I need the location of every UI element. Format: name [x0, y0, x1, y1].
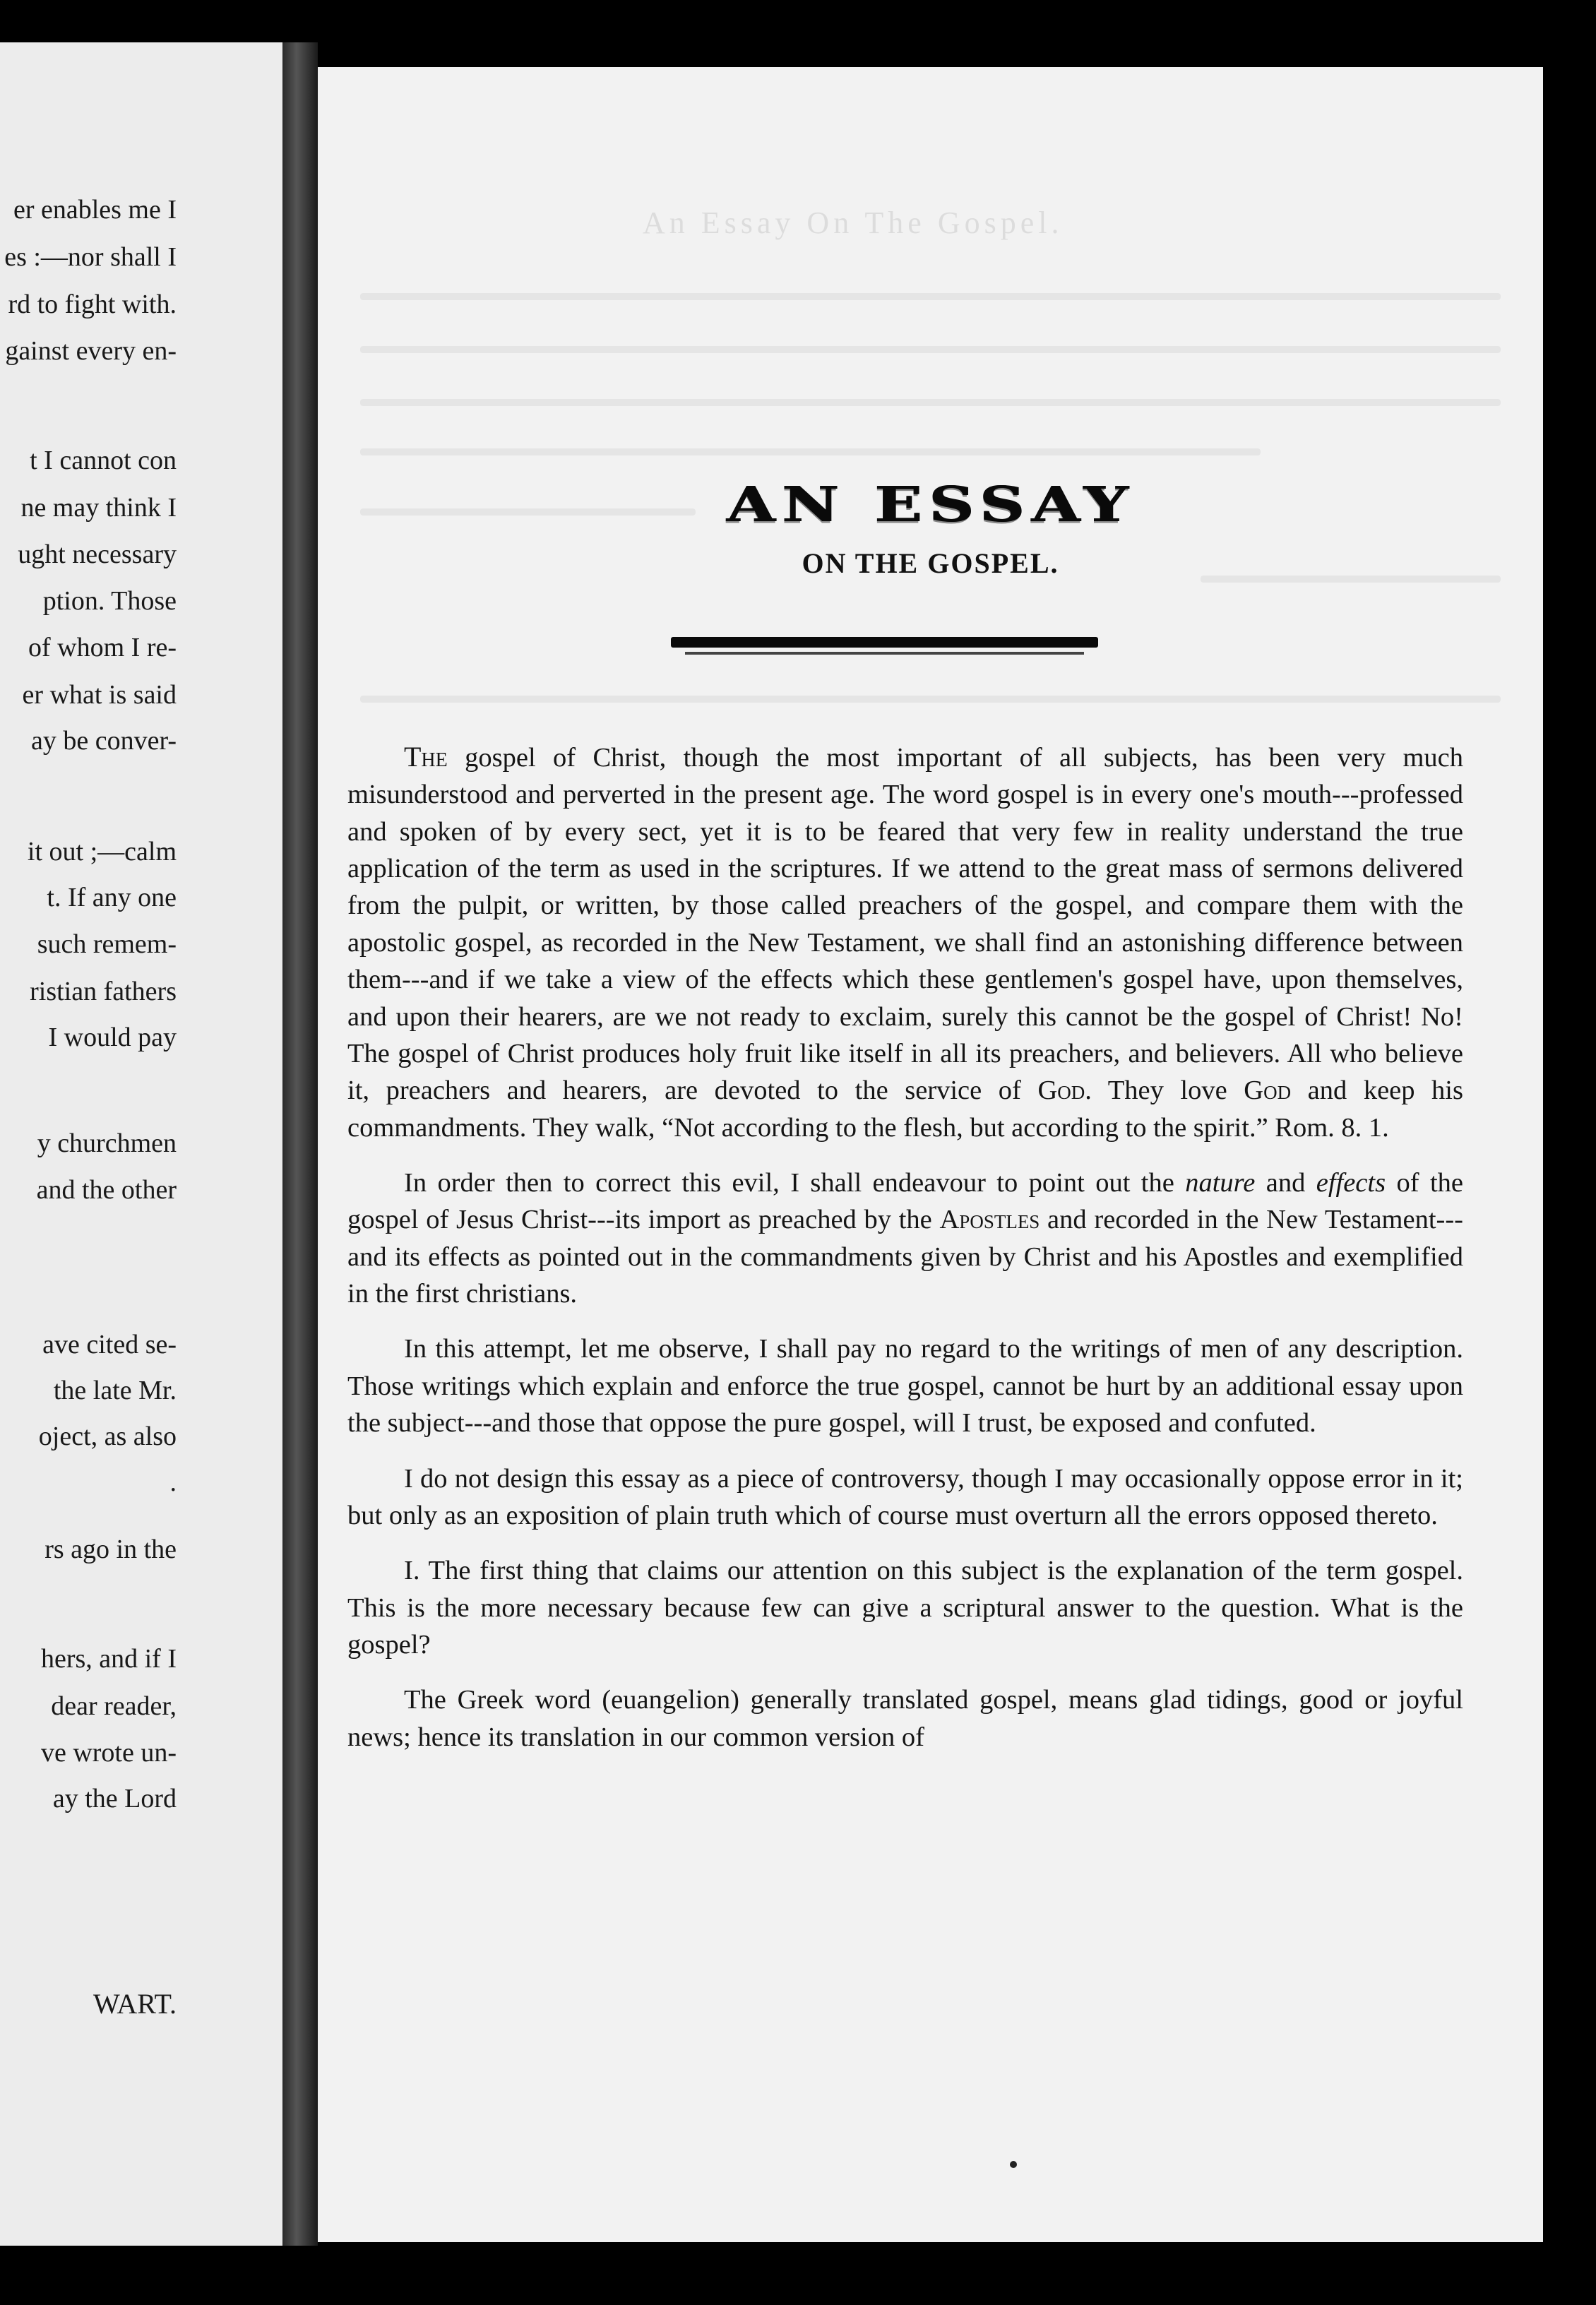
- page-speck: [1010, 2161, 1017, 2168]
- essay-header: [318, 473, 1543, 578]
- small-caps-apostles: Apostles: [939, 1205, 1040, 1235]
- left-page-line: dear reader,: [51, 1691, 177, 1721]
- bleed-through-line: [360, 448, 1261, 455]
- essay-body: [347, 738, 1463, 1774]
- right-page: [318, 67, 1543, 2242]
- left-page-line: and the other: [36, 1175, 177, 1205]
- paragraph-1: The gospel of Christ, though the most important of all subjects, has been very much misunderstood and perverted in the present age. The word gospel is in every one's mouth---professed and spoken of by every sect, yet it is to be feared that very few in reality understand the true application of the term as used in the scriptures. If we attend to the great mass of sermons delivered from the pulpit, or written, by those called preachers of the gospel, and compare them with the apostolic gospel, as recorded in the New Testament, we shall find an astonishing difference between them---and if we take a view of the effects which these gentlemen's gospel have, upon themselves, and upon their hearers, are we not ready to exclaim, surely this cannot be the gospel of Christ! No! The gospel of Christ produces holy fruit like itself in all its preachers, and believers. All who believe it, preachers and hearers, are devoted to the service of God. They love God and keep his commandments. They walk, “Not according to the flesh, but according to the spirit.” Rom. 8. 1.: [347, 741, 1463, 1143]
- bleed-through-line: [360, 293, 1501, 300]
- paragraph-4: I do not design this essay as a piece of controversy, though I may occasionally oppose error in it; but only as an exposition of plain truth which of course must overturn all the errors opposed thereto.: [347, 1463, 1463, 1530]
- left-page-line: I would pay: [48, 1023, 177, 1052]
- paragraph-2: In order then to correct this evil, I shall endeavour to point out the nature and effects of the gospel of Jesus Christ---its import as preached by the Apostles and recorded in the New Testament---and its effects as pointed out in the commandments given by Christ and his Apostles and exemplified in the first christians.: [347, 1167, 1464, 1309]
- left-page-line: ne may think I: [20, 493, 177, 523]
- left-page-line: gainst every en-: [5, 336, 177, 366]
- left-page-line: ve wrote un-: [40, 1738, 177, 1768]
- title-rule-thin: [685, 652, 1084, 655]
- italic-effects: effects: [1316, 1167, 1386, 1198]
- left-page-line: ristian fathers: [30, 977, 177, 1006]
- left-page-line: the late Mr.: [53, 1376, 177, 1405]
- title-rule: [671, 637, 1098, 648]
- left-page-line: t. If any one: [47, 883, 177, 912]
- bleed-through-line: [360, 696, 1501, 703]
- left-page-signature: WART.: [93, 1988, 177, 2020]
- left-page-line: oject, as also: [38, 1422, 177, 1451]
- left-page-line: rd to fight with.: [8, 290, 177, 319]
- left-page-line: such remem-: [37, 929, 177, 959]
- left-page-line: it out ;—calm: [27, 837, 177, 866]
- bleed-through-line: [360, 399, 1501, 406]
- left-page-line: er enables me I: [13, 195, 177, 225]
- small-caps-god: God: [1037, 1076, 1085, 1106]
- left-page-line: y churchmen: [37, 1128, 177, 1158]
- lead-word: The: [404, 741, 448, 773]
- left-page-line: ption. Those: [42, 586, 177, 616]
- essay-subtitle: ON THE GOSPEL.: [802, 547, 1059, 579]
- paragraph-6: The Greek word (euangelion) generally translated gospel, means glad tidings, good or joyful news; hence its translation in our common version of: [347, 1685, 1463, 1752]
- left-page-line: of whom I re-: [28, 633, 177, 662]
- paragraph-5: I. The first thing that claims our attention on this subject is the explanation of the term gospel. This is the more necessary because few can give a scriptural answer to the question. What is the gospel?: [347, 1556, 1463, 1660]
- left-page: [0, 42, 285, 2246]
- book-gutter: [282, 42, 318, 2246]
- italic-nature: nature: [1185, 1167, 1256, 1198]
- left-page-line: ay the Lord: [52, 1784, 177, 1813]
- bleed-through-heading: An Essay On The Gospel.: [643, 206, 1064, 240]
- left-page-line: es :—nor shall I: [4, 242, 177, 272]
- paragraph-3: In this attempt, let me observe, I shall pay no regard to the writings of men of any description. Those writings which explain and enforce the true gospel, cannot be hurt by an additional essay upon the subject---and those that oppose the pure gospel, will I trust, be exposed and confuted.: [347, 1334, 1463, 1439]
- left-page-line: ay be conver-: [30, 726, 177, 756]
- bleed-through-line: [360, 346, 1501, 353]
- left-page-line: rs ago in the: [44, 1535, 177, 1564]
- small-caps-god: God: [1244, 1076, 1292, 1106]
- left-page-line: ught necessary: [18, 540, 177, 569]
- left-page-line: er what is said: [22, 680, 177, 710]
- essay-title: AN ESSAY: [726, 475, 1135, 533]
- left-page-line: hers, and if I: [40, 1644, 177, 1674]
- left-page-line: t I cannot con: [30, 446, 177, 475]
- left-page-line: .: [169, 1467, 177, 1497]
- left-page-line: ave cited se-: [42, 1330, 177, 1359]
